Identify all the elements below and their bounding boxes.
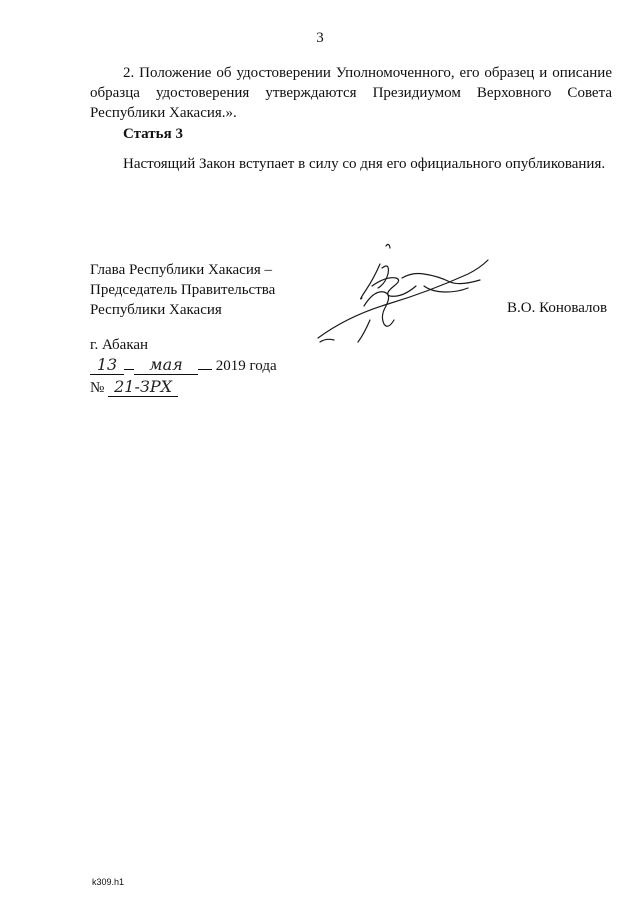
paragraph-item-2: 2. Положение об удостоверении Уполномоченного, его образец и описание образца удостоверения утверждаются Президиумом Верховного Совета Республики Хакасия.». [90,65,612,121]
handwritten-signature [312,238,497,348]
footer-code: k309.h1 [92,877,125,887]
signatory-name: В.О. Коновалов [507,300,608,316]
page-number: 3 [316,30,324,46]
date-month: мая [134,355,198,375]
signing-date [90,355,277,375]
place-of-signing: г. Абакан [90,337,149,353]
law-number [90,377,178,397]
paragraph-entry-into-force: Настоящий Закон вступает в силу со дня его официального опубликования. [123,156,606,172]
number-value: 21-ЗРХ [108,377,178,397]
article-heading: Статья 3 [123,126,183,142]
signatory-title [90,260,275,320]
signatory-line-3: Республики Хакасия [90,302,222,318]
date-day: 13 [90,355,124,375]
date-year: 2019 года [215,358,277,374]
number-sign: № [90,380,105,396]
signatory-line-1: Глава Республики Хакасия – [90,262,273,278]
signatory-line-2: Председатель Правительства [90,282,276,298]
